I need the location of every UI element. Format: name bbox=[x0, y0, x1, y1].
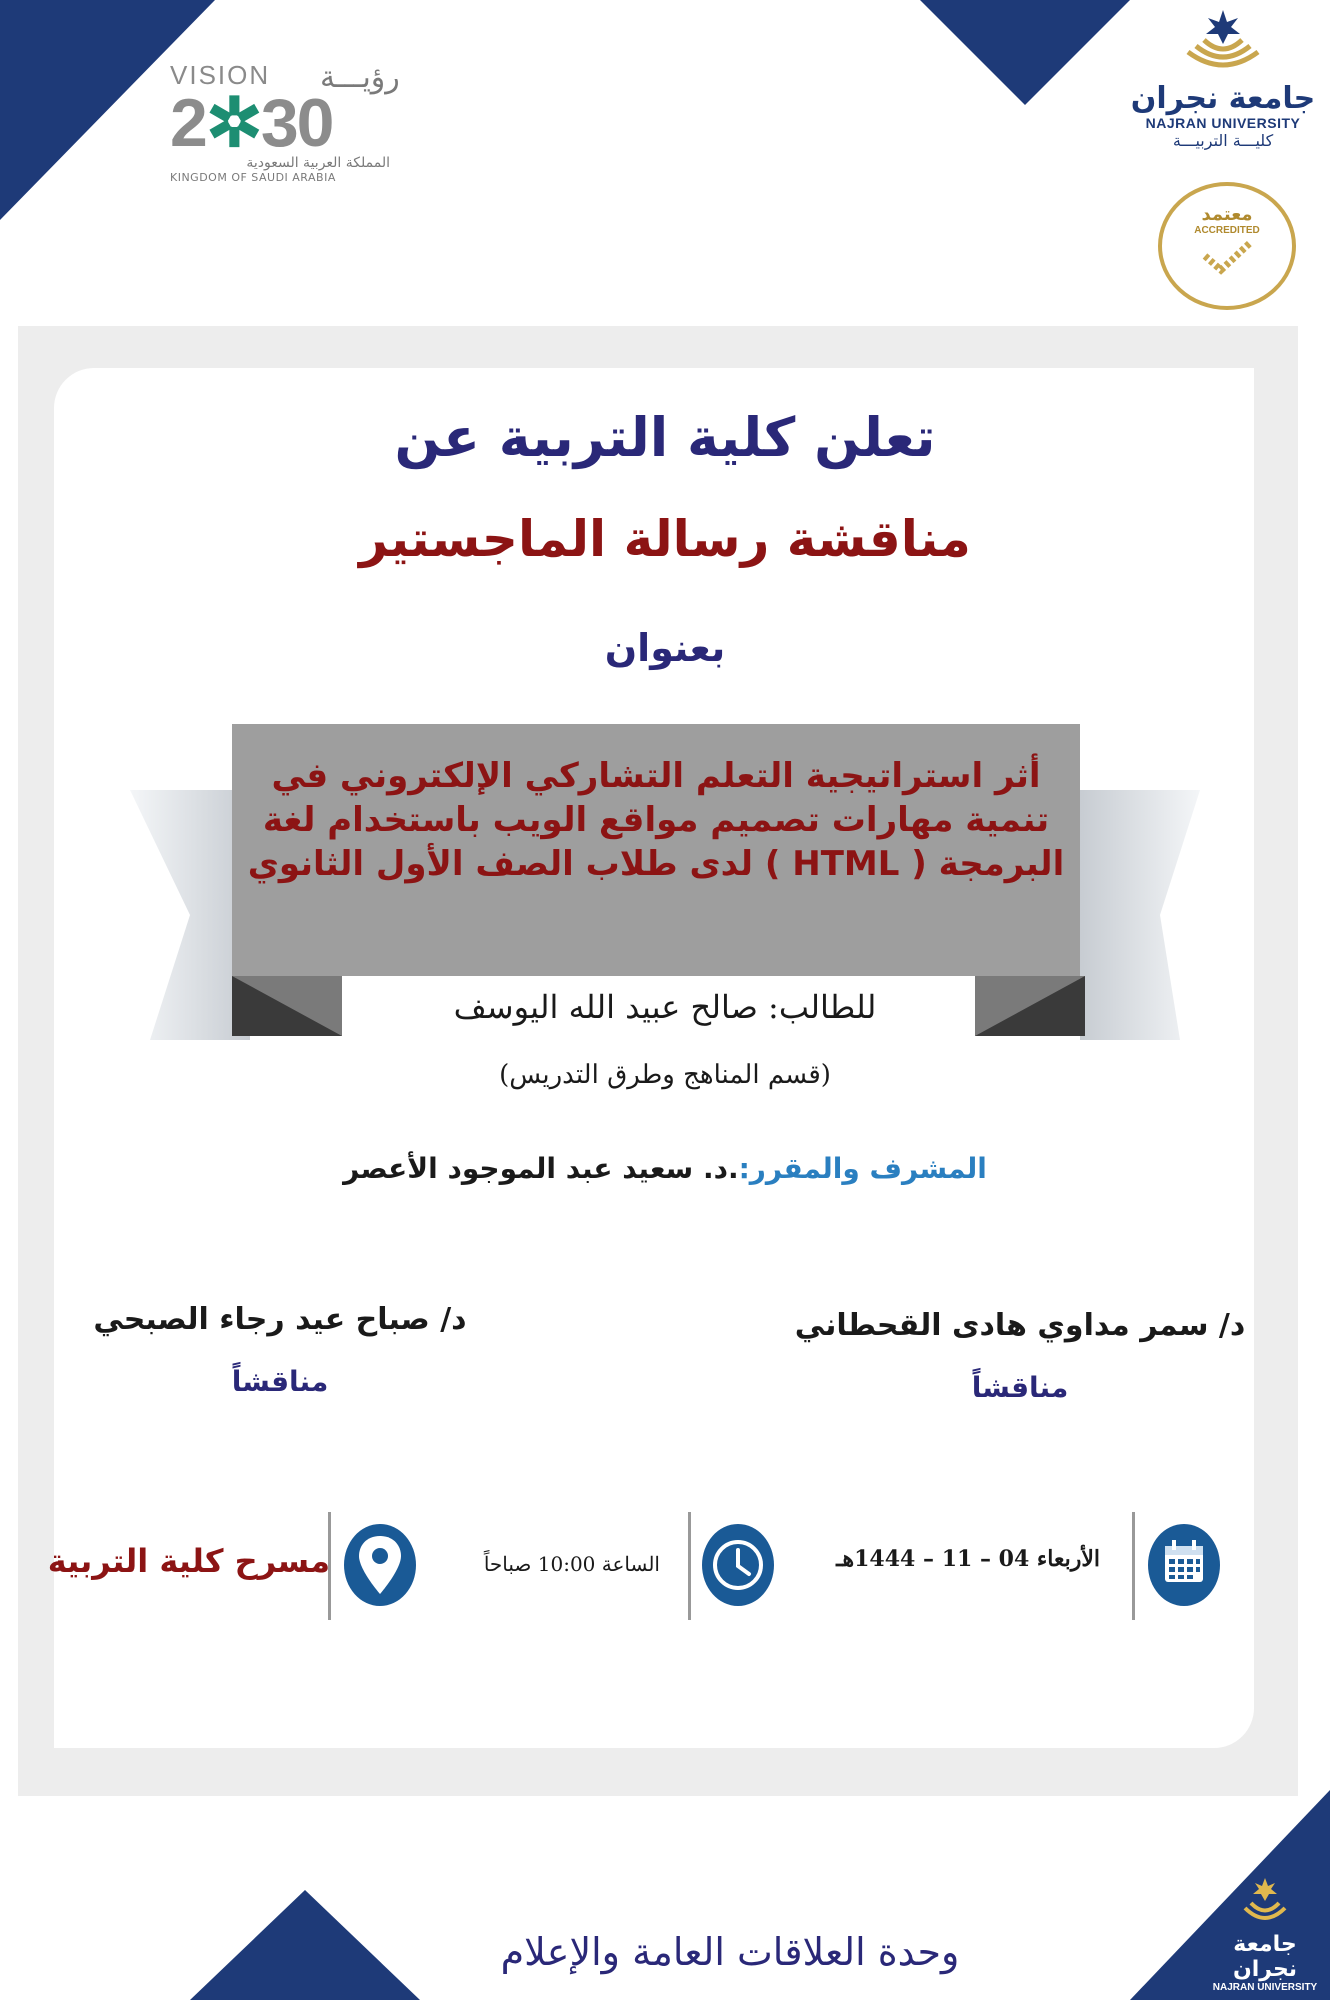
announcement-heading: تعلن كلية التربية عن bbox=[394, 406, 936, 469]
university-emblem-icon bbox=[1178, 8, 1268, 82]
vision-year-a: 2 bbox=[170, 85, 206, 161]
thesis-title bbox=[232, 754, 1080, 886]
footer-logo-en: NAJRAN UNIVERSITY bbox=[1212, 1982, 1318, 1993]
student-name: للطالب: صالح عبيد الله اليوسف bbox=[453, 988, 877, 1026]
divider-2 bbox=[688, 1512, 691, 1620]
clock-icon bbox=[702, 1524, 774, 1606]
event-time: الساعة 10:00 صباحاً bbox=[483, 1552, 660, 1576]
thesis-title-line-2: تنمية مهارات تصميم مواقع الويب باستخدام لغة bbox=[262, 800, 1050, 840]
bottom-left-triangle bbox=[190, 1890, 420, 2000]
calendar-icon bbox=[1148, 1524, 1220, 1606]
najran-name-ar: جامعة نجران bbox=[1130, 81, 1316, 116]
title-label: بعنوان bbox=[604, 626, 726, 670]
vision-label: VISION bbox=[170, 60, 271, 90]
event-location: مسرح كلية التربية bbox=[47, 1542, 330, 1580]
supervisor-name: .د. سعيد عبد الموجود الأعصر bbox=[343, 1152, 739, 1185]
thesis-title-line-1: أثر استراتيجية التعلم التشاركي الإلكتروني في bbox=[271, 756, 1041, 796]
top-center-triangle bbox=[920, 0, 1130, 110]
check-icon bbox=[1197, 236, 1257, 276]
supervisor-line bbox=[0, 1152, 1330, 1185]
najran-faculty: كليـــة التربيـــة bbox=[1172, 131, 1274, 150]
najran-university-logo bbox=[1128, 8, 1318, 168]
examiner-1-role: مناقشاً bbox=[971, 1371, 1069, 1404]
accreditation-seal bbox=[1158, 182, 1296, 310]
examiner-2-role: مناقشاً bbox=[231, 1365, 329, 1398]
examiner-1-name: د/ سمر مداوي هادى القحطاني bbox=[794, 1308, 1246, 1343]
examiner-1 bbox=[790, 1308, 1250, 1404]
vision-year-b: 30 bbox=[260, 85, 333, 161]
event-date: الأربعاء 04 – 11 – 1444هـ bbox=[836, 1546, 1100, 1572]
vision-ar-label: رؤيـــة bbox=[320, 60, 400, 95]
thesis-title-line-3: البرمجة ( HTML ) لدى طلاب الصف الأول الثانوي bbox=[247, 844, 1065, 884]
vision-kingdom-en: KINGDOM OF SAUDI ARABIA bbox=[170, 171, 336, 184]
examiner-2 bbox=[90, 1302, 470, 1398]
najran-name-en: NAJRAN UNIVERSITY bbox=[1145, 115, 1301, 131]
vision-2030-logo bbox=[170, 60, 410, 200]
student-department: (قسم المناهج وطرق التدريس) bbox=[499, 1060, 831, 1090]
vision-year-zero: ✲ bbox=[205, 85, 261, 161]
map-pin-icon bbox=[344, 1524, 416, 1606]
footer-najran-logo bbox=[1200, 1876, 1330, 1993]
event-type-heading: مناقشة رسالة الماجستير bbox=[359, 510, 971, 568]
vision-kingdom-ar: المملكة العربية السعودية bbox=[246, 155, 390, 171]
footer-logo-ar: جامعة نجران bbox=[1232, 1932, 1298, 1982]
accredited-en: ACCREDITED bbox=[1194, 225, 1260, 236]
examiner-2-name: د/ صباح عيد رجاء الصبحي bbox=[93, 1302, 467, 1337]
accredited-ar: معتمد bbox=[1201, 204, 1253, 225]
footer-unit-name: وحدة العلاقات العامة والإعلام bbox=[500, 1930, 960, 1974]
footer-emblem-icon bbox=[1240, 1876, 1290, 1932]
vision-year bbox=[170, 85, 410, 161]
divider-1 bbox=[1132, 1512, 1135, 1620]
content-panel bbox=[47, 368, 1254, 1748]
supervisor-label: المشرف والمقرر: bbox=[738, 1152, 987, 1185]
